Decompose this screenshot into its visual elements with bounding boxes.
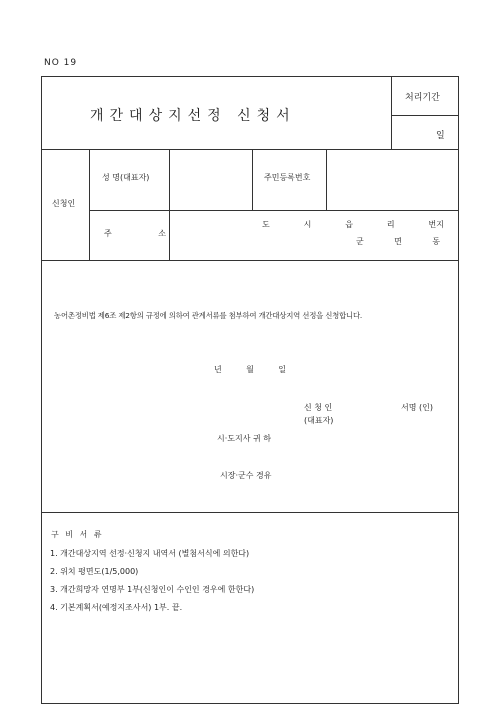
via-line: 시장·군수 경유 xyxy=(220,471,272,480)
address-unit-ri: 리 xyxy=(386,220,395,229)
resident-number-label: 주민등록번호 xyxy=(264,173,311,182)
date-month: 월 xyxy=(246,365,254,374)
address-label xyxy=(104,228,166,239)
applicant-section-label: 신청인 xyxy=(52,199,76,208)
application-statement: 농어촌정비법 제6조 제2항의 규정에 의하여 관계서류를 첨부하여 개간대상지역 선정을 신청합니다. xyxy=(54,311,363,320)
address-unit-si: 시 xyxy=(303,220,312,229)
address-unit-myeon: 면 xyxy=(394,237,402,246)
signature-seal-label: 서명 (인) xyxy=(401,403,433,412)
address-unit-beonji: 번지 xyxy=(428,220,444,229)
divider-resident-left xyxy=(252,149,253,210)
address-line-2 xyxy=(356,236,440,247)
divider-applicant-bottom xyxy=(41,260,459,261)
divider-name-label xyxy=(169,149,170,260)
address-unit-eup: 읍 xyxy=(345,220,353,229)
divider-applicant-row xyxy=(89,210,459,211)
form-title: 개간대상지선정 신청서 xyxy=(90,108,296,124)
date-day: 일 xyxy=(278,365,286,374)
address-unit-do: 도 xyxy=(262,220,270,229)
divider-applicant-label xyxy=(89,149,90,260)
address-unit-dong: 동 xyxy=(432,237,440,246)
attachments-title: 구 비 서 류 xyxy=(51,530,104,539)
address-unit-gun: 군 xyxy=(356,237,364,246)
divider-period-left xyxy=(391,76,392,149)
address-line-1 xyxy=(262,219,444,230)
attachment-item: 1. 개간대상지역 선정·신청지 내역서 (별첨서식에 의한다) xyxy=(50,549,250,558)
attachment-item: 2. 위치 평면도(1/5,000) xyxy=(50,567,139,576)
address-label-char: 주 xyxy=(104,229,112,238)
divider-resident-right xyxy=(326,149,327,210)
divider-body-bottom xyxy=(41,512,459,513)
attachment-item: 3. 개간희망자 연명부 1부(신청인이 수인인 경우에 한한다) xyxy=(50,585,255,594)
processing-period-unit: 일 xyxy=(436,131,445,141)
signature-representative-label: (대표자) xyxy=(304,416,334,425)
date-line xyxy=(214,364,286,375)
name-label: 성 명(대표자) xyxy=(102,173,150,182)
document-number: NO 19 xyxy=(44,58,78,68)
address-label-char: 소 xyxy=(158,229,166,238)
signature-applicant-label: 신 청 인 xyxy=(304,403,333,412)
processing-period-label: 처리기간 xyxy=(405,93,440,103)
divider-period xyxy=(391,115,459,116)
divider-title-bottom xyxy=(41,149,459,150)
attachment-item: 4. 기본계획서(예정지조사서) 1부. 끝. xyxy=(50,603,183,612)
date-year: 년 xyxy=(214,365,222,374)
addressee: 시·도지사 귀 하 xyxy=(217,434,271,443)
